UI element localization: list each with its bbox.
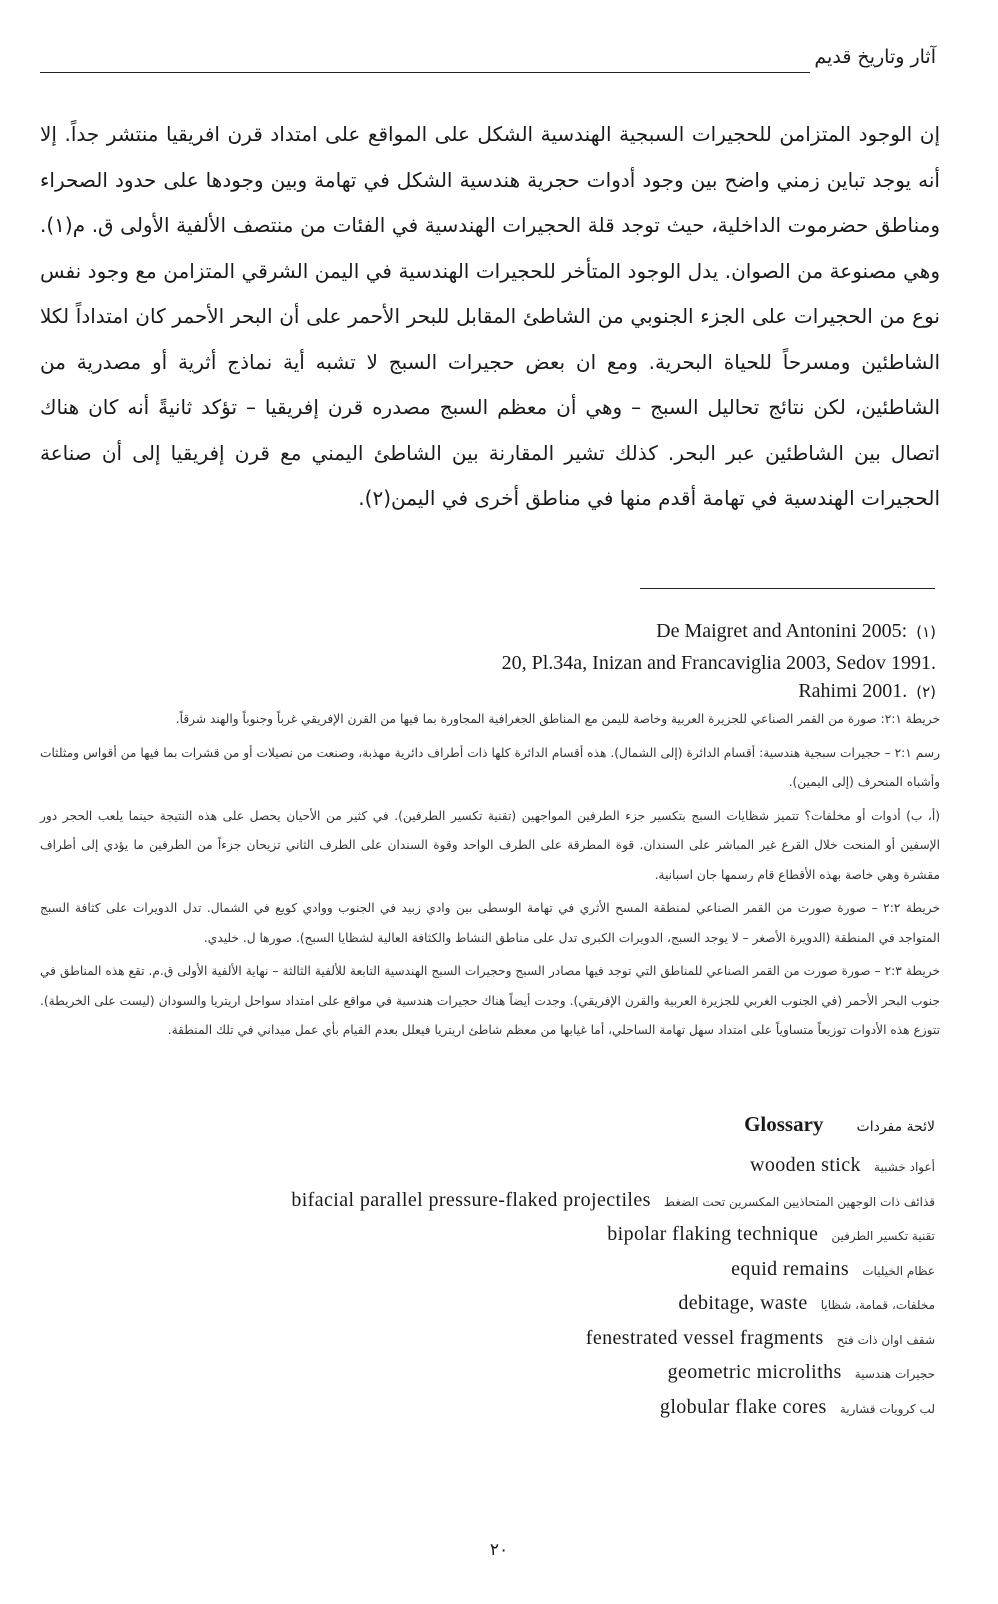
glossary-term-en: equid remains <box>731 1257 850 1280</box>
page-number: ٢٠ <box>489 1540 509 1560</box>
footnote-2-text: Rahimi 2001. <box>798 680 908 702</box>
footnote-separator <box>640 588 935 589</box>
running-header: آثار وتاريخ قديم <box>814 46 936 68</box>
glossary-title-ar: لائحة مفردات <box>856 1119 935 1135</box>
caption-drawing-2-1: رسم ٢:١ – حجيرات سبجية هندسية: أقسام الدائرة (إلى الشمال). هذه أقسام الدائرة كلها ذات أطراف دائرية مهذبة، وصنعت من نصيلات أو من قشرات بما فيها من أقواس ومثلثات وأشباه المنحرف (إلى اليمين). <box>40 745 940 789</box>
glossary-item <box>0 1148 935 1183</box>
glossary-term-ar: أعواد خشبية <box>874 1160 935 1174</box>
glossary-title-en: Glossary <box>744 1112 824 1136</box>
caption-map-2-3: خريطة ٢:٣ – صورة صورت من القمر الصناعي للمناطق التي توجد فيها مصادر السبج وحجيرات السبج الهندسية التابعة للألفية الثالثة – نهاية الألفية الأولى ق.م. تقع هذه المناطق في جنوب البحر الأحمر (في الجنوب الغربي للجزيرة العربية والقرن الإفريقي). وجدت أيضاً هناك حجيرات هندسية في مواقع على امتداد سواحل اريتريا والسودان (ليست على الخريطة). تتوزع هذه الأدوات توزيعاً متساوياً على امتداد سهل تهامة الساحلي، أما غيابها من معظم شاطئ اريتريا فيعلل بعدم القيام بأي عمل ميداني في تلك المنطقة. <box>40 964 940 1037</box>
glossary-item <box>0 1252 935 1287</box>
glossary-term-en: fenestrated vessel fragments <box>585 1326 824 1349</box>
glossary-item <box>0 1217 935 1252</box>
glossary-item <box>0 1390 935 1425</box>
footnote-1-continuation: 20, Pl.34a, Inizan and Francaviglia 2003, Sedov 1991. <box>501 652 936 674</box>
footnote-1-number: (١) <box>916 623 936 641</box>
footnote-2 <box>798 680 936 703</box>
caption-map-2-2: خريطة ٢:٢ – صورة صورت من القمر الصناعي لمنطقة المسح الأثري في تهامة الوسطى بين وادي زبيد في الجنوب ووادي كويع في الشمال. تدل الدويرات على كثافة السبج المتواجد في المنطقة (الدويرة الأصغر – لا يوجد السبج، الدويرات الكبرى تدل على مناطق النشاط والكثافة العالية لشظايا السبج). صورها ل. خليدي. <box>40 901 940 945</box>
glossary-term-ar: عظام الخيليات <box>862 1263 935 1278</box>
glossary-term-ar: لب كرويات قشارية <box>839 1401 935 1416</box>
glossary-item <box>0 1321 935 1356</box>
body-text <box>40 112 940 522</box>
glossary-term-en: debitage, waste <box>678 1292 808 1314</box>
footnote-1-text: De Maigret and Antonini 2005: <box>656 620 908 642</box>
caption-map-2-1: خريطة ٢:١: صورة من القمر الصناعي للجزيرة العربية وخاصة لليمن مع المناطق الجغرافية المجاورة بما فيها من القرن الإفريقي غرباً وجنوباً والهند شرقاً. <box>175 712 940 726</box>
glossary-term-en: wooden stick <box>750 1154 861 1176</box>
glossary-term-en: bipolar flaking technique <box>607 1223 819 1245</box>
glossary-term-ar: تقنية تكسير الطرفين <box>831 1229 935 1243</box>
caption-a-b: (أ، ب) أدوات أو مخلفات؟ تتميز شظايات السبج بتكسير جزء الطرفين المواجهين (تقنية تكسير الطرفين). في كثير من الأحيان يحصل على هذه النتيجة حينما يلعب الحجر دور الإسفين أو المنحت خلال القرع غير المباشر على السندان. قوة المطرقة على الطرف الواحد وقوة السندان على الطرف الثاني تزيحان جزءاً من الطرفين ما يؤدي إلى أطراف مقشرة وهي خاصة بهذه الأقطاع قام رسمها جان اسبانية. <box>40 808 940 882</box>
glossary-heading <box>0 1112 935 1137</box>
header-rule <box>40 72 810 73</box>
glossary-term-en: globular flake cores <box>659 1395 827 1418</box>
glossary-term-en: bifacial parallel pressure-flaked projectiles <box>291 1188 651 1211</box>
glossary-list <box>0 1148 935 1424</box>
glossary-item <box>0 1286 935 1321</box>
footnote-2-number: (٢) <box>916 683 936 701</box>
glossary-term-ar: قذائف ذات الوجهين المتحاذيين المكسرين تحت الضغط <box>663 1194 935 1209</box>
glossary-term-ar: مخلفات، قمامة، شظايا <box>820 1298 935 1312</box>
glossary-item <box>0 1183 935 1218</box>
glossary-term-en: geometric microliths <box>667 1361 842 1383</box>
body-paragraph: إن الوجود المتزامن للحجيرات السبجية الهندسية الشكل على المواقع على امتداد قرن افريقيا منتشر جداً. إلا أنه يوجد تباين زمني واضح بين وجود أدوات حجرية هندسية الشكل في تهامة وبين وجودها على حدود الصحراء ومناطق حضرموت الداخلية، حيث توجد قلة الحجيرات الهندسية في الفئات من منتصف الألفية الأولى ق. م(١). وهي مصنوعة من الصوان. يدل الوجود المتأخر للحجيرات الهندسية في اليمن الشرقي المتزامن مع وجود نفس نوع من الحجيرات على الجزء الجنوبي من الشاطئ المقابل للبحر الأحمر على أن البحر الأحمر كان امتداداً لكلا الشاطئين ومسرحاً للحياة البحرية. ومع ان بعض حجيرات السبج لا تشبه أية نماذج أثرية أو مصدرية من الشاطئين، لكن نتائج تحاليل السبج – وهي أن معظم السبج مصدره قرن إفريقيا – تؤكد ثانيةً أنه كان هناك اتصال بين الشاطئين عبر البحر. كذلك تشير المقارنة بين الشاطئ اليمني مع قرن إفريقيا إلى أن صناعة الحجيرات الهندسية في تهامة أقدم منها في مناطق أخرى في اليمن(٢). <box>40 122 940 510</box>
glossary-item <box>0 1355 935 1390</box>
figure-captions <box>40 705 940 1050</box>
footnote-1 <box>656 620 936 643</box>
glossary-term-ar: شقف اوان ذات فتح <box>836 1332 935 1347</box>
glossary-term-ar: حجيرات هندسية <box>854 1367 935 1381</box>
